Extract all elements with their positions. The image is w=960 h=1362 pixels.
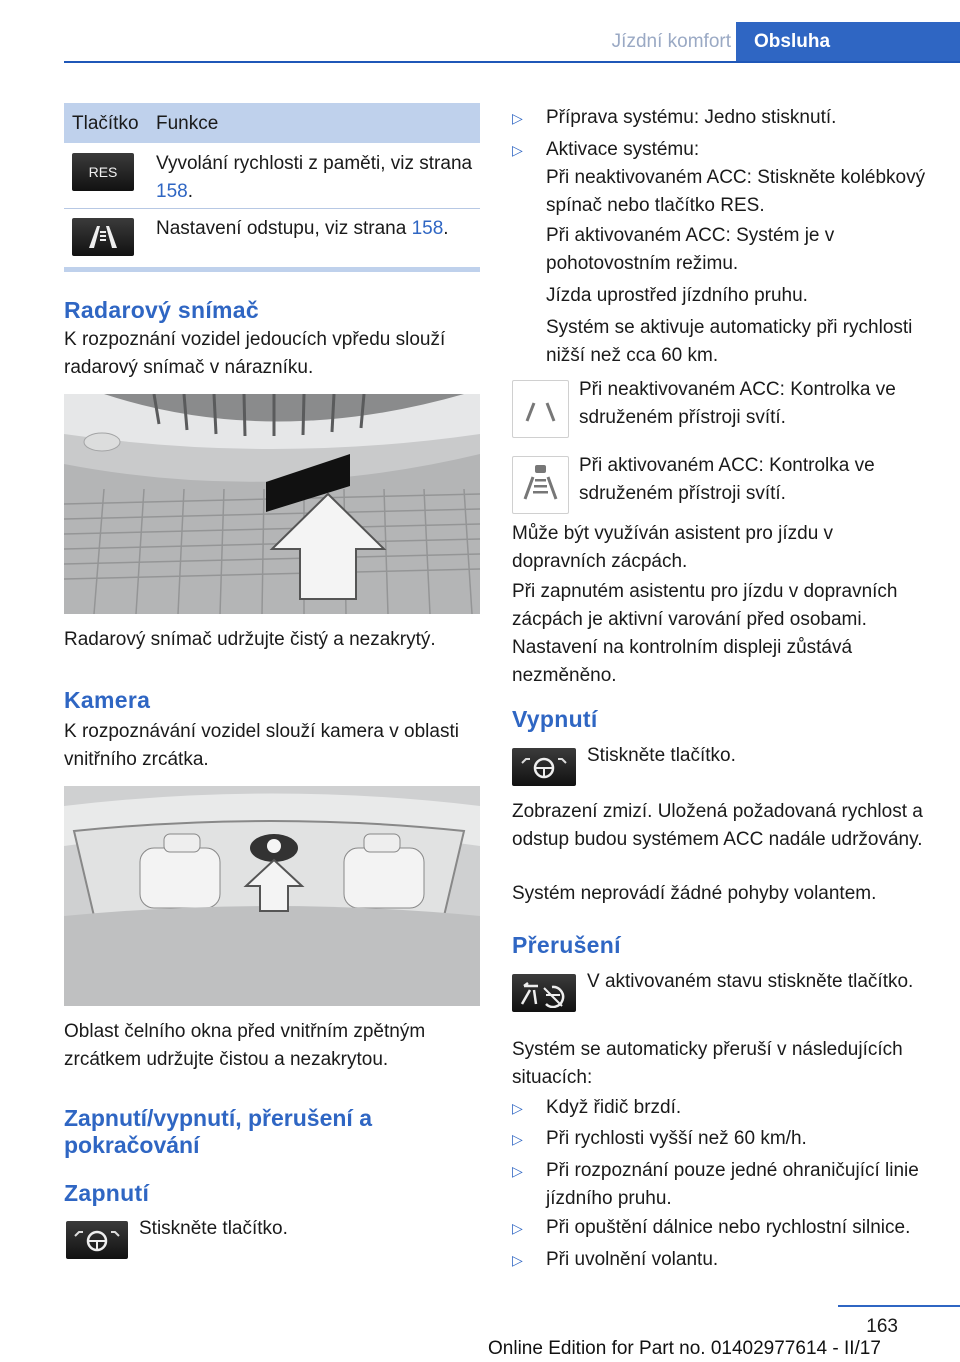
header-rule [64, 61, 960, 63]
bullet-triangle-icon: ▷ [512, 110, 523, 126]
camera-text: K rozpoznávání vozidel slouží kamera v oblasti vnitřního zrcátka. [64, 721, 459, 770]
table-header [64, 103, 480, 143]
sub-paragraph: Jízda uprostřed jízdního pruhu. [546, 285, 808, 306]
distance-button-icon [72, 218, 134, 256]
indicator-text: Při aktivovaném ACC: Kontrolka ve sdruženém přístroji svítí. [579, 455, 875, 504]
sub-paragraph: Systém se aktivuje automaticky při rychlosti nižší než cca 60 km. [546, 317, 913, 366]
res-button-icon [72, 153, 134, 191]
paragraph: Při zapnutém asistentu pro jízdu v dopravních zácpách je aktivní varování před osobami. Nastavení na kontrolním displeji zůstává nezměněno. [512, 581, 898, 686]
header-chapter-tab[interactable]: Obsluha [736, 22, 960, 62]
table-cell-text: Nastavení odstupu, viz strana [156, 218, 412, 239]
off-text: Stiskněte tlačítko. [587, 745, 736, 766]
bullet-triangle-icon: ▷ [512, 1131, 523, 1147]
list-item-text: Když řidič brzdí. [546, 1097, 682, 1118]
table-divider [64, 208, 480, 209]
paragraph: Systém se automaticky přeruší v následujících situacích: [512, 1039, 903, 1088]
bullet-triangle-icon: ▷ [512, 1163, 523, 1179]
interrupt-heading: Přerušení [512, 932, 621, 958]
on-heading: Zapnutí [64, 1180, 150, 1206]
page-number: 163 [866, 1316, 898, 1337]
bullet-triangle-icon: ▷ [512, 1252, 523, 1268]
list-item-text: Aktivace systému: [546, 139, 700, 160]
radar-sensor-image [64, 394, 480, 614]
steering-assist-button-icon [512, 748, 576, 786]
table-cell-suffix: . [443, 218, 449, 239]
indicator-text: Při neaktivovaném ACC: Kontrolka ve sdruženém přístroji svítí. [579, 379, 896, 428]
lane-lines-gray-icon [512, 380, 569, 438]
camera-heading: Kamera [64, 687, 151, 713]
interrupt-button-icon [512, 974, 576, 1012]
radar-caption: Radarový snímač udržujte čistý a nezakrytý. [64, 629, 436, 650]
header-section-tab[interactable]: Jízdní komfort [611, 31, 731, 52]
table-cell-text: Vyvolání rychlosti z paměti, viz strana [156, 153, 473, 174]
camera-caption: Oblast čelního okna před vnitřním zpětným zrcátkem udržujte čistou a nezakrytou. [64, 1021, 426, 1070]
footer-rule [838, 1305, 960, 1307]
table-col-function: Funkce [156, 113, 219, 134]
paragraph: Zobrazení zmizí. Uložená požadovaná rychlost a odstup budou systémem ACC nadále udržovány. [512, 801, 923, 850]
interrupt-text: V aktivovaném stavu stiskněte tlačítko. [587, 971, 914, 992]
list-item-text: Při rychlosti vyšší než 60 km/h. [546, 1128, 807, 1149]
table-row [156, 215, 476, 243]
table-end-bar [64, 267, 480, 272]
steering-assist-button-icon [66, 1221, 128, 1259]
list-item-text: Při uvolnění volantu. [546, 1249, 719, 1270]
list-item-text: Při rozpoznání pouze jedné ohraničující linie jízdního pruhu. [546, 1160, 919, 1209]
list-item-text: Příprava systému: Jedno stisknutí. [546, 107, 837, 128]
off-heading: Vypnutí [512, 706, 598, 732]
sub-paragraph: Při neaktivovaném ACC: Stiskněte kolébkový spínač nebo tlačítko RES. [546, 167, 926, 216]
list-item-text: Při opuštění dálnice nebo rychlostní silnice. [546, 1217, 911, 1238]
section-heading: Zapnutí/vypnutí, přerušení a pokračování [64, 1105, 372, 1158]
radar-text: K rozpoznání vozidel jedoucích vpředu slouží radarový snímač v nárazníku. [64, 329, 446, 378]
lane-lines-active-icon [512, 456, 569, 514]
page-link[interactable]: 158 [156, 181, 188, 202]
camera-image [64, 786, 480, 1006]
edition-footer: Online Edition for Part no. 01402977614 - II/17 [488, 1338, 881, 1359]
paragraph: Může být využíván asistent pro jízdu v dopravních zácpách. [512, 523, 834, 572]
list-item [512, 1157, 932, 1213]
on-text: Stiskněte tlačítko. [139, 1218, 288, 1239]
table-col-button: Tlačítko [72, 113, 139, 134]
bullet-triangle-icon: ▷ [512, 1220, 523, 1236]
bullet-triangle-icon: ▷ [512, 142, 523, 158]
page-link[interactable]: 158 [411, 218, 444, 239]
bullet-triangle-icon: ▷ [512, 1100, 523, 1116]
radar-heading: Radarový snímač [64, 297, 259, 323]
sub-paragraph: Při aktivovaném ACC: Systém je v pohotovostním režimu. [546, 225, 835, 274]
table-cell-suffix: . [187, 181, 193, 202]
paragraph: Systém neprovádí žádné pohyby volantem. [512, 883, 877, 904]
res-button-label: RES [88, 164, 118, 180]
table-row [156, 150, 476, 206]
